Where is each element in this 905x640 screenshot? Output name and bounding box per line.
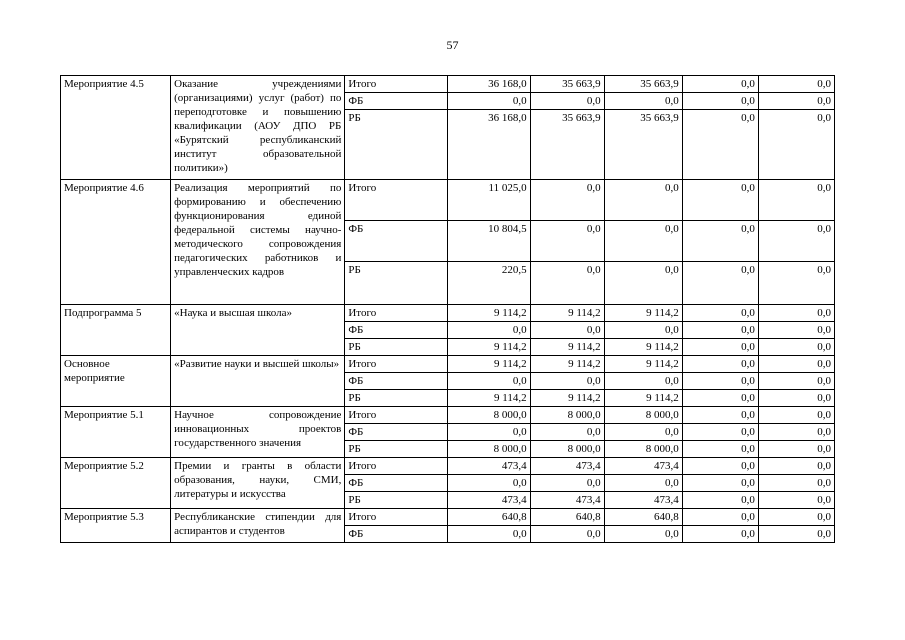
amount-cell: 0,0 [682, 262, 758, 305]
funding-source-cell: Итого [345, 180, 448, 221]
amount-cell: 0,0 [604, 373, 682, 390]
amount-cell: 0,0 [758, 441, 834, 458]
amount-cell: 9 114,2 [530, 339, 604, 356]
amount-cell: 0,0 [604, 475, 682, 492]
amount-cell: 0,0 [682, 305, 758, 322]
amount-cell: 0,0 [758, 221, 834, 262]
amount-cell: 8 000,0 [530, 407, 604, 424]
amount-cell: 0,0 [604, 262, 682, 305]
amount-cell: 0,0 [758, 407, 834, 424]
program-name-cell: Премии и гранты в области образования, науки, СМИ, литературы и искусства [171, 458, 345, 509]
amount-cell: 0,0 [758, 390, 834, 407]
amount-cell: 0,0 [758, 180, 834, 221]
amount-cell: 0,0 [682, 180, 758, 221]
amount-cell: 0,0 [758, 76, 834, 93]
amount-cell: 473,4 [530, 458, 604, 475]
amount-cell: 0,0 [758, 356, 834, 373]
amount-cell: 8 000,0 [530, 441, 604, 458]
amount-cell: 0,0 [530, 322, 604, 339]
amount-cell: 9 114,2 [604, 339, 682, 356]
amount-cell: 0,0 [682, 322, 758, 339]
amount-cell: 9 114,2 [530, 356, 604, 373]
amount-cell: 0,0 [758, 424, 834, 441]
amount-cell: 0,0 [682, 356, 758, 373]
amount-cell: 473,4 [530, 492, 604, 509]
amount-cell: 0,0 [758, 262, 834, 305]
amount-cell: 35 663,9 [604, 76, 682, 93]
amount-cell: 10 804,5 [448, 221, 530, 262]
funding-source-cell: РБ [345, 339, 448, 356]
amount-cell: 0,0 [682, 458, 758, 475]
funding-source-cell: Итого [345, 458, 448, 475]
table-row [61, 180, 835, 221]
amount-cell: 0,0 [530, 221, 604, 262]
amount-cell: 0,0 [682, 492, 758, 509]
amount-cell: 9 114,2 [604, 390, 682, 407]
amount-cell: 8 000,0 [604, 441, 682, 458]
program-code-cell: Мероприятие 4.5 [61, 76, 171, 180]
amount-cell: 8 000,0 [448, 441, 530, 458]
amount-cell: 640,8 [530, 509, 604, 526]
budget-table-body [61, 76, 835, 543]
amount-cell: 0,0 [448, 526, 530, 543]
table-row [61, 407, 835, 424]
amount-cell: 220,5 [448, 262, 530, 305]
amount-cell: 0,0 [758, 475, 834, 492]
program-code-cell: Основное мероприятие [61, 356, 171, 407]
amount-cell: 0,0 [682, 424, 758, 441]
amount-cell: 8 000,0 [448, 407, 530, 424]
funding-source-cell: ФБ [345, 373, 448, 390]
program-code-cell: Подпрограмма 5 [61, 305, 171, 356]
program-name-cell: Реализация мероприятий по формированию и обеспечению функционирования единой федеральной системы научно-методического сопровождения педагогических работников и управленческих кадров [171, 180, 345, 305]
amount-cell: 9 114,2 [604, 305, 682, 322]
amount-cell: 0,0 [682, 390, 758, 407]
table-row [61, 356, 835, 373]
amount-cell: 0,0 [682, 93, 758, 110]
amount-cell: 0,0 [604, 221, 682, 262]
amount-cell: 640,8 [448, 509, 530, 526]
amount-cell: 0,0 [530, 262, 604, 305]
amount-cell: 0,0 [682, 76, 758, 93]
amount-cell: 36 168,0 [448, 110, 530, 180]
amount-cell: 35 663,9 [530, 76, 604, 93]
amount-cell: 9 114,2 [604, 356, 682, 373]
amount-cell: 8 000,0 [604, 407, 682, 424]
funding-source-cell: Итого [345, 356, 448, 373]
amount-cell: 0,0 [530, 93, 604, 110]
amount-cell: 11 025,0 [448, 180, 530, 221]
table-row [61, 76, 835, 93]
funding-source-cell: ФБ [345, 526, 448, 543]
amount-cell: 9 114,2 [448, 390, 530, 407]
funding-source-cell: РБ [345, 441, 448, 458]
amount-cell: 0,0 [604, 180, 682, 221]
amount-cell: 640,8 [604, 509, 682, 526]
table-row [61, 509, 835, 526]
funding-source-cell: ФБ [345, 424, 448, 441]
amount-cell: 9 114,2 [448, 305, 530, 322]
amount-cell: 0,0 [682, 373, 758, 390]
amount-cell: 0,0 [682, 526, 758, 543]
amount-cell: 0,0 [448, 475, 530, 492]
program-code-cell: Мероприятие 5.2 [61, 458, 171, 509]
amount-cell: 0,0 [758, 373, 834, 390]
budget-table [60, 75, 835, 543]
amount-cell: 0,0 [682, 407, 758, 424]
amount-cell: 0,0 [448, 322, 530, 339]
amount-cell: 0,0 [448, 424, 530, 441]
amount-cell: 0,0 [758, 526, 834, 543]
program-code-cell: Мероприятие 5.3 [61, 509, 171, 543]
amount-cell: 0,0 [448, 93, 530, 110]
amount-cell: 0,0 [604, 526, 682, 543]
program-code-cell: Мероприятие 5.1 [61, 407, 171, 458]
amount-cell: 473,4 [448, 458, 530, 475]
program-name-cell: Республиканские стипендии для аспирантов и студентов [171, 509, 345, 543]
amount-cell: 0,0 [530, 424, 604, 441]
amount-cell: 0,0 [682, 441, 758, 458]
program-code-cell: Мероприятие 4.6 [61, 180, 171, 305]
funding-source-cell: ФБ [345, 322, 448, 339]
amount-cell: 0,0 [604, 93, 682, 110]
amount-cell: 0,0 [758, 322, 834, 339]
funding-source-cell: ФБ [345, 221, 448, 262]
amount-cell: 9 114,2 [530, 305, 604, 322]
amount-cell: 0,0 [604, 322, 682, 339]
amount-cell: 0,0 [682, 110, 758, 180]
program-name-cell: «Развитие науки и высшей школы» [171, 356, 345, 407]
amount-cell: 0,0 [758, 93, 834, 110]
amount-cell: 0,0 [530, 373, 604, 390]
funding-source-cell: РБ [345, 110, 448, 180]
funding-source-cell: Итого [345, 305, 448, 322]
amount-cell: 473,4 [604, 492, 682, 509]
amount-cell: 0,0 [530, 526, 604, 543]
amount-cell: 35 663,9 [604, 110, 682, 180]
program-name-cell: Научное сопровождение инновационных проектов государственного значения [171, 407, 345, 458]
funding-source-cell: РБ [345, 262, 448, 305]
amount-cell: 36 168,0 [448, 76, 530, 93]
program-name-cell: «Наука и высшая школа» [171, 305, 345, 356]
table-row [61, 458, 835, 475]
amount-cell: 473,4 [604, 458, 682, 475]
amount-cell: 0,0 [758, 492, 834, 509]
amount-cell: 0,0 [682, 509, 758, 526]
amount-cell: 0,0 [530, 475, 604, 492]
amount-cell: 0,0 [758, 458, 834, 475]
amount-cell: 0,0 [758, 509, 834, 526]
page-number: 57 [446, 38, 459, 52]
amount-cell: 0,0 [758, 339, 834, 356]
funding-source-cell: Итого [345, 509, 448, 526]
table-row [61, 305, 835, 322]
amount-cell: 0,0 [604, 424, 682, 441]
amount-cell: 0,0 [758, 110, 834, 180]
program-name-cell: Оказание учреждениями (организациями) услуг (работ) по переподготовке и повышению квалификации (АОУ ДПО РБ «Бурятский республиканский институт образовательной политики») [171, 76, 345, 180]
funding-source-cell: ФБ [345, 93, 448, 110]
amount-cell: 0,0 [448, 373, 530, 390]
amount-cell: 0,0 [682, 221, 758, 262]
amount-cell: 9 114,2 [448, 356, 530, 373]
amount-cell: 0,0 [682, 475, 758, 492]
funding-source-cell: Итого [345, 407, 448, 424]
amount-cell: 0,0 [682, 339, 758, 356]
amount-cell: 473,4 [448, 492, 530, 509]
amount-cell: 9 114,2 [530, 390, 604, 407]
amount-cell: 0,0 [530, 180, 604, 221]
funding-source-cell: РБ [345, 492, 448, 509]
funding-source-cell: ФБ [345, 475, 448, 492]
amount-cell: 35 663,9 [530, 110, 604, 180]
amount-cell: 9 114,2 [448, 339, 530, 356]
funding-source-cell: Итого [345, 76, 448, 93]
amount-cell: 0,0 [758, 305, 834, 322]
funding-source-cell: РБ [345, 390, 448, 407]
